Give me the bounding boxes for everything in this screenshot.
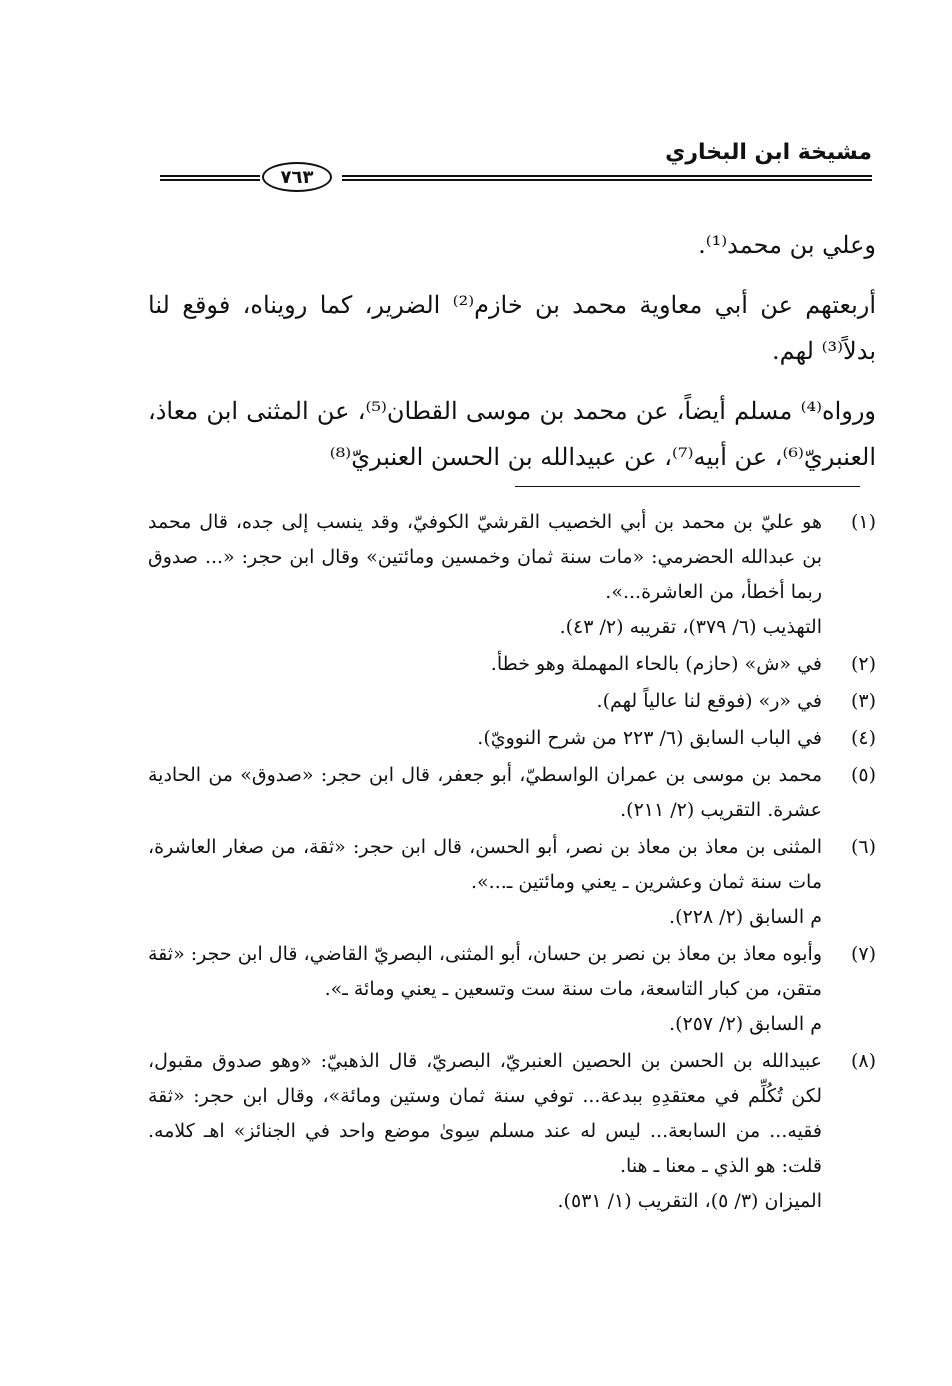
footnote-text: هو عليّ بن محمد بن أبي الخصيب القرشيّ الكوفيّ، وقد ينسب إلى جده، قال محمد بن عبدالله الحضرمي: «مات سنة ثمان وخمسين ومائتين» وقال ابن حجر: «... صدوق ربما أخطأ، من العاشرة...». التهذيب (٦/ ٣٧٩)، تقريبه (٢/ ٤٣). bbox=[148, 511, 822, 638]
footnote-text: في «ش» (حازم) بالحاء المهملة وهو خطأ. bbox=[490, 653, 822, 675]
footnote-number: (٧) bbox=[850, 943, 876, 965]
book-title: مشيخة ابن البخاري bbox=[665, 140, 872, 165]
footnote bbox=[148, 830, 876, 935]
footnote-divider bbox=[515, 486, 860, 487]
main-text bbox=[148, 222, 876, 494]
footnote bbox=[148, 505, 876, 645]
footnote bbox=[148, 721, 876, 756]
footnote-number: (٥) bbox=[850, 764, 876, 786]
header-rule-right bbox=[342, 175, 872, 181]
footnotes bbox=[148, 505, 876, 1221]
footnote-text: عبيدالله بن الحسن بن الحصين العنبريّ، البصريّ، قال الذهبيّ: «وهو صدوق مقبول، لكن تُكُلِّم في معتقدِهِ ببدعة... توفي سنة ثمان وستين ومائة»، وقال ابن حجر: «ثقة فقيه... من السابعة... ليس له عند مسلم سِوىٰ موضع واحد في الجنائز» اهـ كلامه. قلت: هو الذي ـ معنا ـ هنا. الميزان (٣/ ٥)، التقريب (١/ ٥٣١). bbox=[148, 1050, 822, 1212]
footnote bbox=[148, 647, 876, 682]
page-header bbox=[160, 140, 872, 200]
page-number: ٧٦٣ bbox=[262, 162, 332, 192]
footnote-number: (٣) bbox=[850, 690, 876, 712]
footnote bbox=[148, 684, 876, 719]
footnote-number: (٤) bbox=[850, 727, 876, 749]
paragraph: وعلي بن محمد⁽¹⁾. bbox=[698, 231, 876, 259]
paragraph: أربعتهم عن أبي معاوية محمد بن خازم⁽²⁾ الضرير، كما رويناه، فوقع لنا بدلاً⁽³⁾ لهم. bbox=[148, 291, 877, 365]
footnote-text: محمد بن موسى بن عمران الواسطيّ، أبو جعفر، قال ابن حجر: «صدوق» من الحادية عشرة. التقريب (٢/ ٢١١). bbox=[148, 764, 822, 821]
footnote-number: (٢) bbox=[850, 653, 876, 675]
footnote-number: (١) bbox=[850, 511, 876, 533]
footnote-text: المثنى بن معاذ بن معاذ بن نصر، أبو الحسن، قال ابن حجر: «ثقة، من صغار العاشرة، مات سنة ثمان وعشرين ـ يعني ومائتين ـ...». م السابق (٢/ ٢٢٨). bbox=[148, 836, 822, 928]
footnote-number: (٦) bbox=[850, 836, 876, 858]
paragraph: ورواه⁽⁴⁾ مسلم أيضاً، عن محمد بن موسى القطان⁽⁵⁾، عن المثنى ابن معاذ، العنبريّ⁽⁶⁾، عن أبيه⁽⁷⁾، عن عبيدالله بن الحسن العنبريّ⁽⁸⁾ bbox=[148, 397, 876, 471]
footnote bbox=[148, 1044, 876, 1219]
footnote-text: وأبوه معاذ بن معاذ بن نصر بن حسان، أبو المثنى، البصريّ القاضي، قال ابن حجر: «ثقة متقن، من كبار التاسعة، مات سنة ست وتسعين ـ يعني ومائة ـ». م السابق (٢/ ٢٥٧). bbox=[148, 943, 822, 1035]
footnote bbox=[148, 937, 876, 1042]
footnote-text: في «ر» (فوقع لنا عالياً لهم). bbox=[596, 690, 822, 712]
footnote-number: (٨) bbox=[850, 1050, 876, 1072]
footnote bbox=[148, 758, 876, 828]
footnote-text: في الباب السابق (٦/ ٢٢٣ من شرح النوويّ). bbox=[477, 727, 822, 749]
header-rule-left bbox=[160, 175, 260, 181]
